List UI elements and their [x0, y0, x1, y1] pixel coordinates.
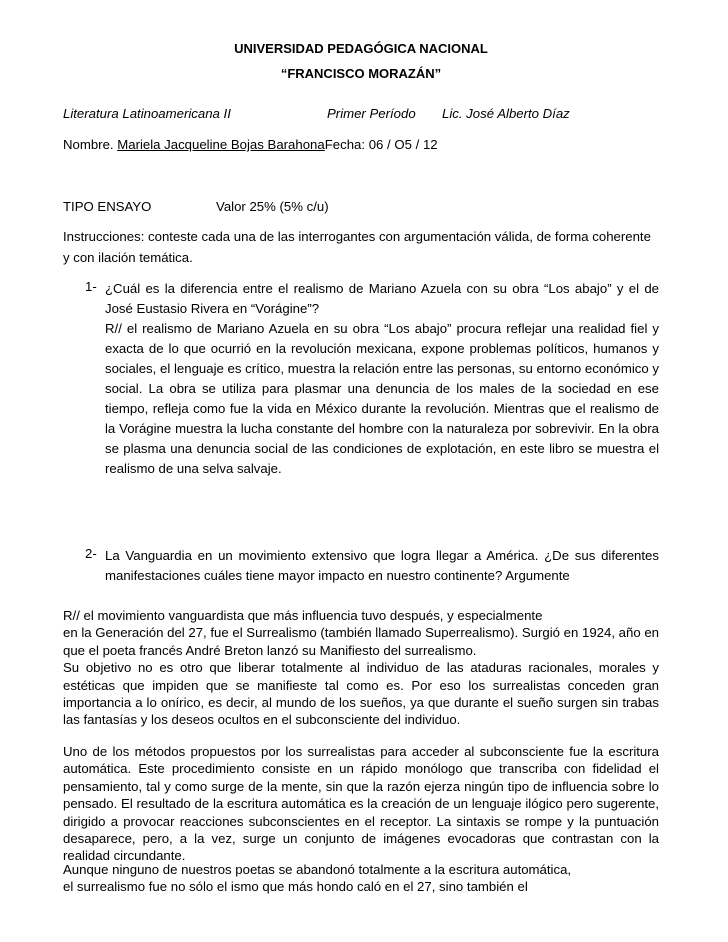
answer-line: el surrealismo fue no sólo el ismo que más hondo caló en el 27, sino también el	[63, 879, 528, 895]
question-answer: R// el realismo de Mariano Azuela en su obra “Los abajo” procura reflejar una realidad fiel y exacta de lo que ocurrió en la revolución mexicana, expone problemas políticos, humanos y sociales, el lenguaje es crítico, muestra la relación entre las personas, su entorno económico y social. La obra se utiliza para plasmar una denuncia de los males de la sociedad en ese tiempo, refleja como fue la vida en México durante la revolución. Mientras que el realismo de la Vorágine muestra la lucha constante del hombre con la naturaleza por sobrevivir. En la obra se plasma una denuncia social de las condiciones de explotación, en este libro se muestra el realismo de una selva salvaje.	[105, 321, 659, 476]
question-number: 2-	[85, 546, 97, 561]
exam-type: TIPO ENSAYO	[63, 199, 152, 214]
student-line	[63, 137, 438, 152]
answer-text: en la Generación del 27, fue el Surrealismo (también llamado Superrealismo). Surgió en 1924, año en que el poeta francés André Breton lanzó su Manifiesto del surrealismo.	[63, 625, 659, 658]
exam-date: 06 / O5 / 12	[368, 137, 438, 152]
student-name: Mariela Jacqueline Bojas Barahona	[117, 137, 325, 152]
answer-2-paragraph-3	[63, 861, 659, 896]
course-name: Literatura Latinoamericana II	[63, 106, 231, 121]
period: Primer Período	[327, 106, 416, 121]
instructions: Instrucciones: conteste cada una de las interrogantes con argumentación válida, de forma coherente y con ilación temática.	[63, 229, 651, 265]
teacher: Lic. José Alberto Díaz	[442, 106, 570, 121]
question-text: La Vanguardia en un movimiento extensivo que logra llegar a América. ¿De sus diferentes manifestaciones cuáles tiene mayor impacto en nuestro continente? Argumente	[105, 548, 659, 583]
exam-value: Valor 25% (5% c/u)	[216, 199, 329, 214]
question-text: ¿Cuál es la diferencia entre el realismo de Mariano Azuela con su obra “Los abajo” y el de José Eustasio Rivera en “Vorágine”?	[105, 281, 659, 316]
question-1	[85, 279, 659, 479]
question-number: 1-	[85, 279, 97, 294]
campus-title: “FRANCISCO MORAZÁN”	[280, 66, 442, 81]
date-label: Fecha:	[324, 137, 366, 152]
answer-line: Aunque ninguno de nuestros poetas se abandonó totalmente a la escritura automática,	[63, 862, 572, 877]
answer-2-paragraph-2	[63, 743, 659, 865]
answer-2-paragraph-1	[63, 607, 659, 729]
question-2	[85, 546, 659, 586]
answer-line: R// el movimiento vanguardista que más influencia tuvo después, y especialmente	[63, 608, 543, 623]
answer-text: Su objetivo no es otro que liberar totalmente al individuo de las ataduras racionales, morales y estéticas que impiden que se manifieste tal como es. Por eso los surrealistas conceden gran importancia a lo onírico, es decir, al mundo de los sueños, ya que durante el sueño surgen sin trabas las fantasías y los deseos ocultos en el subconsciente del individuo.	[63, 660, 659, 728]
answer-text: Uno de los métodos propuestos por los surrealistas para acceder al subconsciente fue la escritura automática. Este procedimiento consiste en un rápido monólogo que transcriba con fidelidad el pensamiento, tal y como surge de la mente, sin que la razón ejerza ningún tipo de influencia sobre lo pensado. El resultado de la escritura automática es la creación de un lenguaje ilógico pero sugerente, dirigido a provocar reacciones subconscientes en el receptor. La sintaxis se rompe y la puntuación desaparece, pero, a la vez, surge un conjunto de imágenes evocadoras que contrastan con la realidad circundante.	[63, 744, 659, 864]
name-label: Nombre.	[63, 137, 114, 152]
university-title: UNIVERSIDAD PEDAGÓGICA NACIONAL	[234, 41, 488, 56]
